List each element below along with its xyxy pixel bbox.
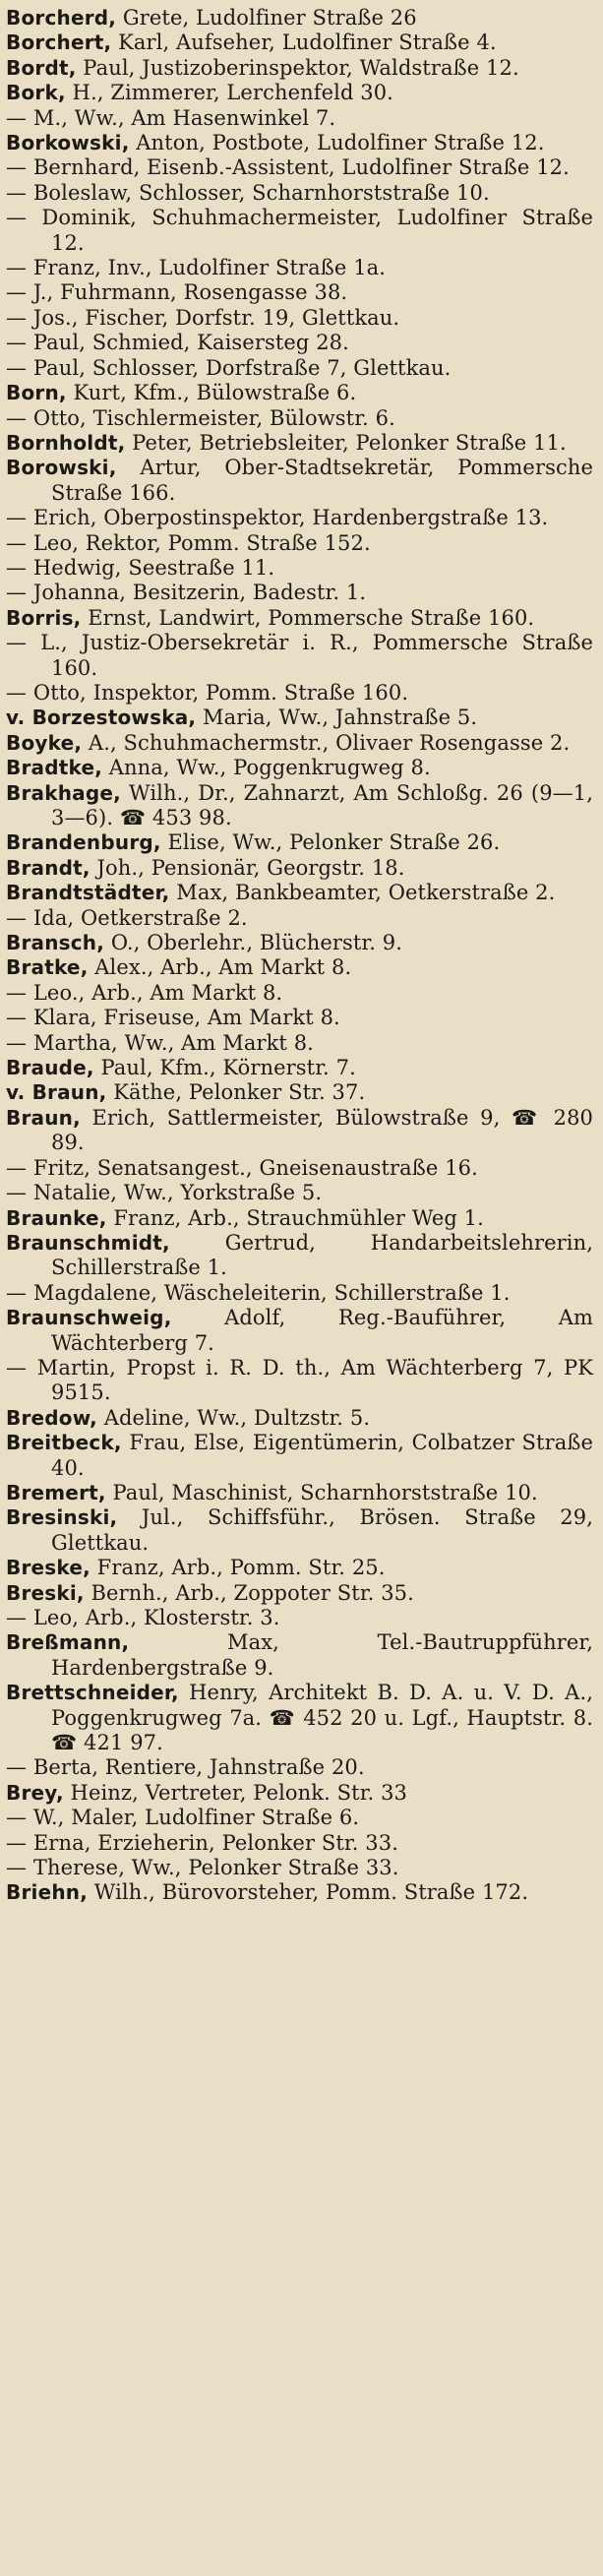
directory-entry — [6, 1681, 593, 1755]
entry-details: — Magdalene, Wäscheleiterin, Schillerstraße 1. — [6, 1280, 511, 1305]
directory-entry — [6, 31, 593, 55]
directory-entry — [6, 1181, 593, 1205]
entry-surname: Bordt, — [6, 55, 77, 80]
entry-surname: Bradtke, — [6, 756, 103, 780]
entry-surname: Brandtstädter, — [6, 881, 170, 905]
entry-details: Jul., Schiffsführ., Brösen. Straße 29, Glettkau. — [51, 1505, 593, 1555]
entry-details: — Otto, Tischlermeister, Bülowstr. 6. — [6, 405, 395, 430]
directory-entry — [6, 830, 593, 855]
entry-details: Franz, Arb., Strauchmühler Weg 1. — [106, 1205, 484, 1230]
entry-details: — J., Fuhrmann, Rosengasse 38. — [6, 280, 348, 305]
entry-surname: Braunke, — [6, 1205, 107, 1230]
entry-details: Anton, Postbote, Ludolfiner Straße 12. — [129, 131, 545, 155]
entry-details: Gertrud, Handarbeitslehrerin, Schillerstraße 1. — [51, 1230, 593, 1280]
entry-surname: v. Borzestowska, — [6, 705, 197, 730]
directory-entry — [6, 705, 593, 730]
entry-details: — Paul, Schlosser, Dorfstraße 7, Glettkau. — [6, 355, 452, 380]
entry-details: Kurt, Kfm., Bülowstraße 6. — [66, 381, 357, 405]
entry-details: Alex., Arb., Am Markt 8. — [88, 955, 352, 980]
entry-details: Henry, Architekt B. D. A. u. V. D. A., Poggenkrugweg 7a. ☎ 452 20 u. Lgf., Hauptstr. 8. ☎ 421 97. — [51, 1681, 593, 1755]
entry-details: Paul, Justizoberinspektor, Waldstraße 12. — [76, 55, 519, 80]
entry-surname: Breitbeck, — [6, 1431, 122, 1455]
directory-entry — [6, 256, 593, 280]
entry-details: — W., Maler, Ludolfiner Straße 6. — [6, 1806, 360, 1830]
directory-entry — [6, 581, 593, 605]
entry-details: — Boleslaw, Schlosser, Scharnhorststraße 10. — [6, 180, 490, 205]
directory-entry — [6, 81, 593, 105]
directory-entry — [6, 1481, 593, 1505]
directory-entry — [6, 731, 593, 756]
entry-details: A., Schuhmachermstr., Olivaer Rosengasse 2. — [82, 730, 571, 755]
directory-entry — [6, 1156, 593, 1181]
entry-details: — Klara, Friseuse, Am Markt 8. — [6, 1006, 340, 1030]
directory-entry — [6, 1630, 593, 1681]
entry-surname: Borcherd, — [6, 6, 117, 30]
entry-details: Max, Tel.-Bautruppführer, Hardenbergstraße 9. — [51, 1630, 593, 1680]
entry-details: — Ida, Oetkerstraße 2. — [6, 905, 248, 930]
directory-entry — [6, 1231, 593, 1281]
entry-surname: Borchert, — [6, 31, 112, 55]
entry-surname: Brey, — [6, 1780, 64, 1805]
entry-details: — Dominik, Schuhmachermeister, Ludolfiner Straße 12. — [6, 206, 593, 255]
entry-surname: Briehn, — [6, 1880, 89, 1905]
directory-entry — [6, 1281, 593, 1306]
directory-entry — [6, 1606, 593, 1630]
entry-details: — Hedwig, Seestraße 11. — [6, 555, 275, 580]
entry-surname: Borkowski, — [6, 131, 130, 155]
entry-surname: Boyke, — [6, 730, 83, 755]
entry-details: — M., Ww., Am Hasenwinkel 7. — [6, 105, 336, 130]
directory-entry — [6, 306, 593, 331]
directory-entry — [6, 1306, 593, 1356]
directory-entry — [6, 881, 593, 905]
entry-details: — Martha, Ww., Am Markt 8. — [6, 1030, 314, 1055]
entry-details: Käthe, Pelonker Str. 37. — [106, 1080, 366, 1105]
directory-entry — [6, 856, 593, 881]
directory-entry — [6, 556, 593, 581]
entry-details: — L., Justiz-Obersekretär i. R., Pommersche Straße 160. — [6, 631, 593, 680]
entry-details: Adolf, Reg.-Bauführer, Am Wächterberg 7. — [51, 1306, 593, 1355]
entry-surname: Bremert, — [6, 1480, 106, 1504]
directory-entry — [6, 106, 593, 131]
entry-surname: v. Braun, — [6, 1080, 107, 1105]
directory-entry — [6, 456, 593, 506]
entry-surname: Breßmann, — [6, 1630, 130, 1655]
entry-details: Paul, Maschinist, Scharnhorststraße 10. — [105, 1480, 538, 1504]
entry-details: Artur, Ober-Stadtsekretär, Pommersche Straße 166. — [51, 456, 593, 505]
directory-entry — [6, 280, 593, 305]
entry-surname: Bratke, — [6, 955, 89, 980]
directory-entry — [6, 381, 593, 405]
directory-entry — [6, 1556, 593, 1580]
directory-entry — [6, 1056, 593, 1080]
entry-surname: Breski, — [6, 1580, 85, 1605]
directory-entry — [6, 6, 593, 31]
entry-details: Heinz, Vertreter, Pelonk. Str. 33 — [63, 1780, 407, 1805]
directory-entry — [6, 206, 593, 256]
entry-details: Elise, Ww., Pelonker Straße 26. — [160, 830, 501, 855]
directory-entry — [6, 506, 593, 530]
directory-entry — [6, 1080, 593, 1105]
entry-details: Wilh., Bürovorsteher, Pomm. Straße 172. — [88, 1880, 529, 1905]
directory-entry — [6, 1755, 593, 1780]
entry-details: — Bernhard, Eisenb.-Assistent, Ludolfiner Straße 12. — [6, 155, 570, 180]
entry-details: Paul, Kfm., Körnerstr. 7. — [93, 1056, 356, 1080]
entry-details: — Berta, Rentiere, Jahnstraße 20. — [6, 1755, 365, 1780]
entry-surname: Borowski, — [6, 456, 117, 480]
entry-details: — Franz, Inv., Ludolfiner Straße 1a. — [6, 256, 387, 280]
entry-details: — Leo, Arb., Klosterstr. 3. — [6, 1606, 280, 1629]
directory-entry — [6, 906, 593, 931]
entry-details: Max, Bankbeamter, Oetkerstraße 2. — [169, 881, 556, 905]
directory-entry — [6, 1781, 593, 1806]
directory-entry — [6, 1106, 593, 1156]
directory-entry — [6, 631, 593, 681]
entry-surname: Brandt, — [6, 855, 90, 880]
entry-surname: Born, — [6, 381, 67, 405]
directory-entry — [6, 1006, 593, 1030]
entry-surname: Bransch, — [6, 931, 105, 955]
entry-surname: Breske, — [6, 1556, 90, 1580]
entry-surname: Bork, — [6, 81, 66, 105]
entry-details: — Natalie, Ww., Yorkstraße 5. — [6, 1181, 323, 1205]
entry-surname: Bresinski, — [6, 1505, 118, 1530]
directory-entry — [6, 606, 593, 631]
entry-details: Anna, Ww., Poggenkrugweg 8. — [102, 756, 431, 780]
entry-details: O., Oberlehr., Blücherstr. 9. — [104, 931, 403, 955]
entry-surname: Brandenburg, — [6, 830, 161, 855]
entry-surname: Braude, — [6, 1056, 94, 1080]
entry-details: Joh., Pensionär, Georgstr. 18. — [90, 855, 405, 880]
entry-details: — Paul, Schmied, Kaisersteg 28. — [6, 331, 349, 355]
entry-details: Bernh., Arb., Zoppoter Str. 35. — [84, 1580, 414, 1605]
directory-entry — [6, 756, 593, 780]
directory-entry — [6, 406, 593, 431]
entry-surname: Borris, — [6, 605, 82, 630]
directory-entry — [6, 681, 593, 705]
entry-details: — Martin, Propst i. R. D. th., Am Wächterberg 7, PK 9515. — [6, 1355, 593, 1405]
entry-details: Karl, Aufseher, Ludolfiner Straße 4. — [111, 31, 497, 55]
directory-entry — [6, 981, 593, 1006]
entry-surname: Braunschweig, — [6, 1306, 172, 1330]
directory-entry — [6, 1406, 593, 1431]
entry-details: — Fritz, Senatsangest., Gneisenaustraße 16. — [6, 1155, 478, 1180]
directory-entry — [6, 131, 593, 155]
directory-entry — [6, 356, 593, 381]
entry-details: Adeline, Ww., Dultzstr. 5. — [96, 1405, 371, 1430]
directory-entry — [6, 1356, 593, 1406]
directory-entry — [6, 1880, 593, 1905]
entry-details: Frau, Else, Eigentümerin, Colbatzer Straße 40. — [51, 1431, 593, 1480]
directory-entry — [6, 955, 593, 980]
entry-details: Grete, Ludolfiner Straße 26 — [116, 6, 417, 30]
directory-entry — [6, 781, 593, 831]
directory-entry — [6, 931, 593, 955]
directory-entry — [6, 56, 593, 81]
entry-details: — Erna, Erzieherin, Pelonker Str. 33. — [6, 1830, 398, 1855]
entry-details: — Johanna, Besitzerin, Badestr. 1. — [6, 581, 367, 605]
entry-details: Peter, Betriebsleiter, Pelonker Straße 11. — [125, 430, 567, 455]
directory-entry — [6, 1206, 593, 1231]
directory-entry — [6, 1831, 593, 1856]
directory-entry — [6, 1031, 593, 1056]
directory-entry — [6, 1856, 593, 1880]
entry-surname: Braunschmidt, — [6, 1230, 170, 1255]
entry-details: Ernst, Landwirt, Pommersche Straße 160. — [81, 605, 535, 630]
entry-details: — Jos., Fischer, Dorfstr. 19, Glettkau. — [6, 305, 400, 330]
entry-details: — Therese, Ww., Pelonker Straße 33. — [6, 1856, 399, 1880]
entry-details: — Leo., Arb., Am Markt 8. — [6, 980, 283, 1005]
entry-details: Maria, Ww., Jahnstraße 5. — [196, 705, 478, 730]
directory-entry — [6, 155, 593, 180]
directory-entry — [6, 181, 593, 206]
directory-entry — [6, 331, 593, 355]
entry-details: Wilh., Dr., Zahnarzt, Am Schloßg. 26 (9—1, 3—6). ☎ 453 98. — [51, 780, 593, 829]
entry-surname: Braun, — [6, 1105, 81, 1130]
entry-surname: Bredow, — [6, 1405, 97, 1430]
directory-entry — [6, 531, 593, 556]
entry-details: — Otto, Inspektor, Pomm. Straße 160. — [6, 680, 409, 705]
entry-details: Erich, Sattlermeister, Bülowstraße 9, ☎ 280 89. — [51, 1105, 593, 1155]
directory-entry — [6, 1505, 593, 1556]
entry-details: Franz, Arb., Pomm. Str. 25. — [90, 1556, 386, 1580]
entry-surname: Brettschneider, — [6, 1681, 179, 1705]
entry-details: — Leo, Rektor, Pomm. Straße 152. — [6, 530, 371, 555]
directory-entry — [6, 1581, 593, 1606]
entry-surname: Brakhage, — [6, 780, 121, 805]
entry-details: — Erich, Oberpostinspektor, Hardenbergstraße 13. — [6, 506, 549, 530]
directory-entry — [6, 1806, 593, 1830]
entry-surname: Bornholdt, — [6, 430, 126, 455]
directory-entry — [6, 1431, 593, 1481]
directory-entry — [6, 431, 593, 456]
entry-details: H., Zimmerer, Lerchenfeld 30. — [65, 81, 393, 105]
